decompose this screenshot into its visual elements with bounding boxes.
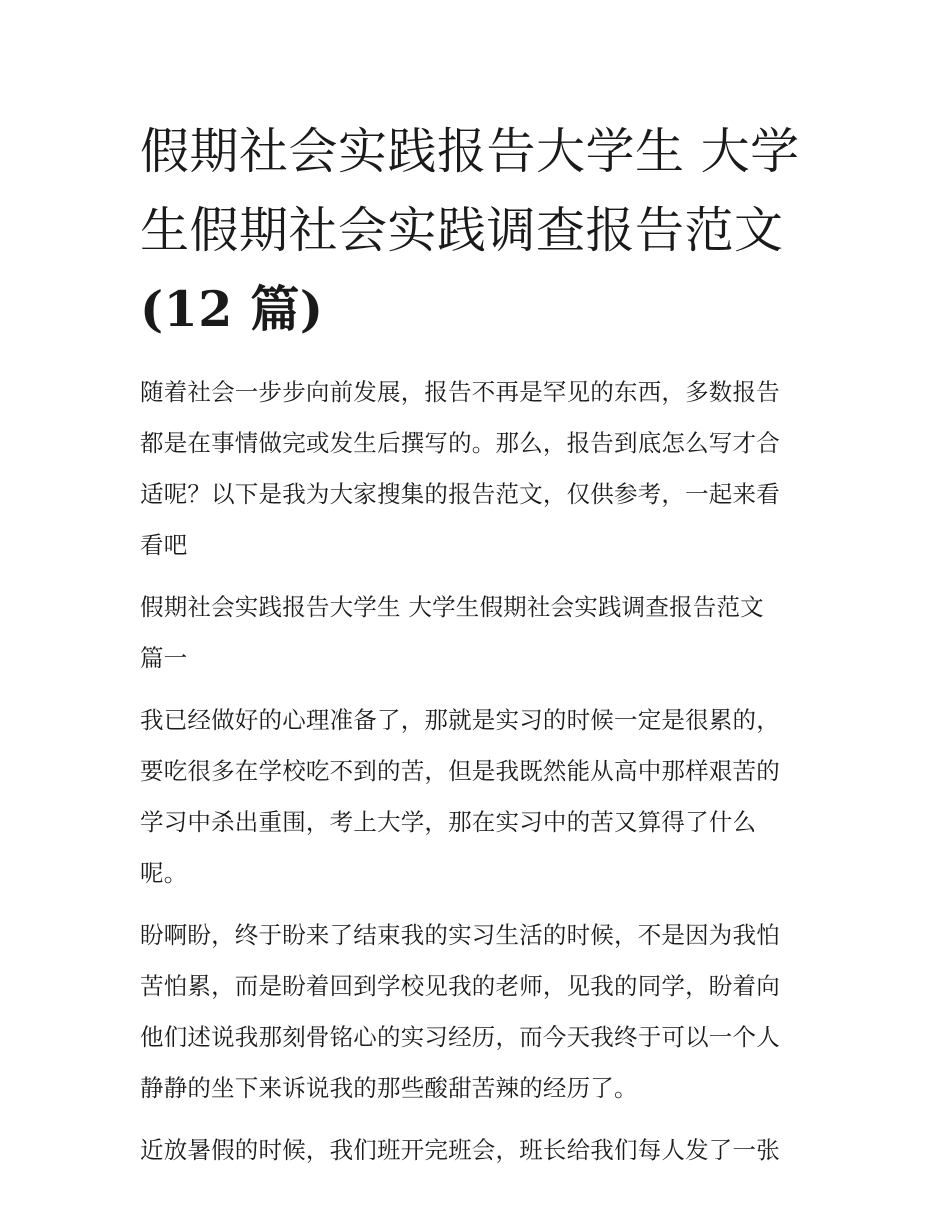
- title-line-1: 假期社会实践报告大学生 大学: [140, 123, 800, 180]
- intro-paragraph: 随着社会一步步向前发展，报告不再是罕见的东西，多数报告 都是在事情做完或发生后撰写的。那么，报告到底怎么写才合 适呢？以下是我为大家搜集的报告范文，仅供参考，一起来看 看吧: [140, 378, 780, 559]
- document-title: [140, 112, 812, 349]
- title-line-3: (12 篇): [140, 280, 324, 338]
- document-page: [140, 112, 812, 1176]
- title-line-2: 生假期社会实践调查报告范文: [140, 202, 784, 259]
- body-paragraph: 近放暑假的时候，我们班开完班会，班长给我们每人发了一张: [140, 1136, 780, 1164]
- section-heading: 假期社会实践报告大学生 大学生假期社会实践调查报告范文 篇一: [140, 593, 764, 672]
- body-paragraph: 我已经做好的心理准备了，那就是实习的时候一定是很累的， 要吃很多在学校吃不到的苦，但是我既然能从高中那样艰苦的 学习中杀出重围，考上大学，那在实习中的苦又算得了什么 呢。: [140, 706, 780, 887]
- body-paragraph: 盼啊盼，终于盼来了结束我的实习生活的时候，不是因为我怕 苦怕累，而是盼着回到学校见我的老师，见我的同学，盼着向 他们述说我那刻骨铭心的实习经历，而今天我终于可以一个人 静静的坐下来诉说我的那些酸甜苦辣的经历了。: [140, 921, 780, 1102]
